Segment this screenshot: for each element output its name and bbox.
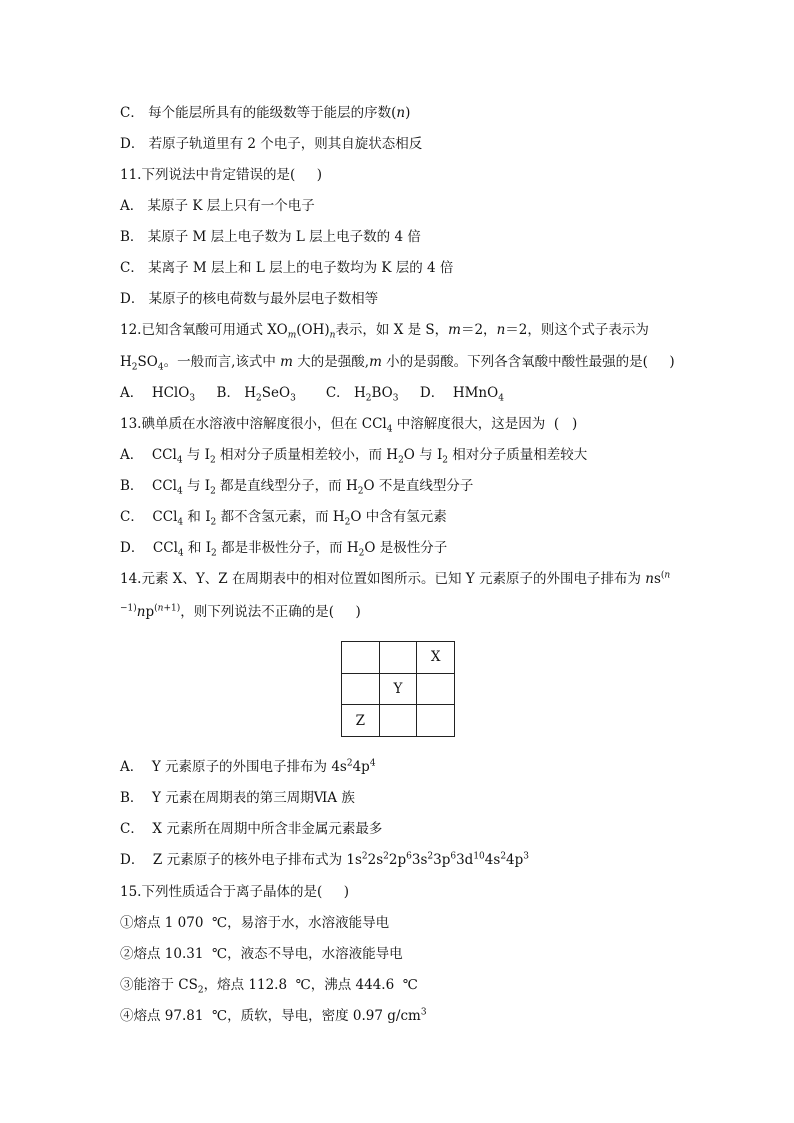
q11-option-c: C． 某离子 M 层上和 L 层上的电子数均为 K 层的 4 倍: [120, 260, 454, 276]
q14-option-b: B． Y 元素在周期表的第三周期ⅥA 族: [120, 790, 355, 806]
grid-row: [342, 642, 455, 674]
q14-option-c: C． X 元素所在周期中所含非金属元素最多: [120, 821, 383, 837]
q12-options: A． HClO$_3$ B． $H_2SeO_3$ C． $H_2BO_3$ D． HMnO$_4$: [120, 385, 504, 404]
question-11: 11.下列说法中肯定错误的是( ): [120, 167, 322, 183]
q13-option-c: C． CCl$_4$ 和 $I_2$ 都不含氢元素，而 $H_2O$ 中含有氢元素: [120, 509, 447, 528]
q11-option-a: A． 某原子 K 层上只有一个电子: [120, 198, 315, 214]
question-15: 15.下列性质适合于离子晶体的是( ): [120, 884, 349, 900]
grid-cell: Y: [379, 673, 417, 705]
grid-cell: [417, 673, 455, 705]
grid-cell: [417, 705, 455, 737]
grid-cell: [379, 705, 417, 737]
grid-cell: [342, 673, 380, 705]
grid-cell: X: [417, 642, 455, 674]
grid-cell: [379, 642, 417, 674]
q14-option-d: D． Z 元素原子的核外电子排布式为 $1s^22s^22p^63s^23p^63d^{10}4s^24p^3$: [120, 851, 530, 868]
q11-option-b: B． 某原子 M 层上电子数为 L 层上电子数的 4 倍: [120, 229, 421, 245]
q15-item-4: ④熔点 97.81 ℃，质软，导电，密度 0.97 $g/cm^3$: [120, 1007, 427, 1024]
q11-option-d: D． 某原子的核电荷数与最外层电子数相等: [120, 291, 379, 307]
q15-item-1: ①熔点 1 070 ℃，易溶于水，水溶液能导电: [120, 915, 390, 931]
grid-row: [342, 673, 455, 705]
q13-option-b: B． CCl$_4$ 与 $I_2$ 都是直线型分子，而 $H_2O$ 不是直线型分子: [120, 478, 474, 497]
question-14-line-2: $^{-1)}np^{(n+1)}$，则下列说法不正确的是( ): [120, 603, 361, 620]
question-14-line-1: 14.元素 X、Y、Z 在周期表中的相对位置如图所示。已知 Y 元素原子的外围电子排布为 $ns^{(n}$: [120, 570, 671, 587]
grid-cell: Z: [342, 705, 380, 737]
q13-option-a: A． CCl$_4$ 与 $I_2$ 相对分子质量相差较小，而 $H_2O$ 与 $I_2$ 相对分子质量相差较大: [120, 447, 588, 466]
question-13: 13.碘单质在水溶液中溶解度很小，但在 CCl$_4$ 中溶解度很大，这是因为 ( ): [120, 416, 578, 435]
periodic-position-grid: [341, 641, 455, 737]
grid-cell: [342, 642, 380, 674]
grid-row: [342, 705, 455, 737]
q15-item-3: ③能溶于 $CS_2$，熔点 112.8 ℃，沸点 444.6 ℃: [120, 977, 418, 996]
q15-item-2: ②熔点 10.31 ℃，液态不导电，水溶液能导电: [120, 946, 403, 962]
question-12-line-1: 12.已知含氧酸可用通式 $XO_m(OH)_n$表示，如 X 是 S，m＝2，n＝2，则这个式子表示为: [120, 322, 649, 341]
q14-option-a: A． Y 元素原子的外围电子排布为 $4s^24p^4$: [120, 758, 376, 775]
line-c-option-q10: C． 每个能层所具有的能级数等于能层的序数(n): [120, 105, 411, 121]
question-12-line-2: $H_2SO_4$。一般而言,该式中 m 大的是强酸,m 小的是弱酸。下列各含氧酸中酸性最强的是( ): [120, 354, 675, 373]
q13-option-d: D． CCl$_4$ 和 $I_2$ 都是非极性分子，而 $H_2O$ 是极性分子: [120, 540, 448, 559]
line-d-option-q10: D． 若原子轨道里有 2 个电子，则其自旋状态相反: [120, 136, 423, 152]
